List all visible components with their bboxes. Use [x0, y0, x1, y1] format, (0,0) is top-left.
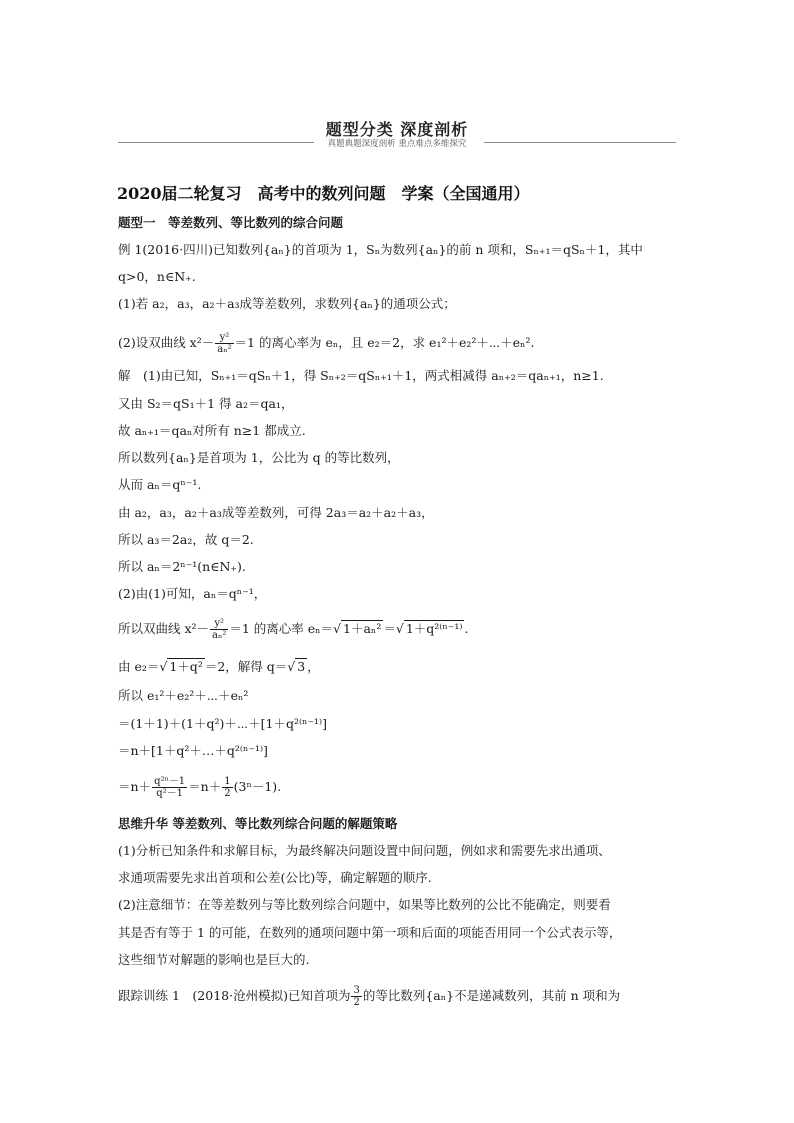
text-segment: ， — [307, 659, 320, 674]
sqrt-sign: √ — [333, 621, 342, 636]
section-heading: 题型一 等差数列、等比数列的综合问题 — [118, 215, 344, 230]
solution-line-5: 从而 aₙ＝qⁿ⁻¹. — [118, 477, 202, 492]
text-segment: ＝2，解得 q＝ — [204, 659, 288, 674]
fraction-half — [222, 776, 232, 799]
insight-heading: 思维升华 等差数列、等比数列综合问题的解题策略 — [118, 816, 398, 831]
example-1-part-2 — [118, 332, 534, 355]
solution-line-15 — [118, 776, 281, 799]
solution-line-6: 由 a₂，a₃，a₂＋a₃成等差数列，可得 2a₃＝a₂＋a₂＋a₃， — [118, 505, 434, 520]
solution-line-4: 所以数列{aₙ}是首项为 1，公比为 q 的等比数列， — [118, 450, 400, 465]
fraction-den: 2 — [224, 788, 231, 799]
exercise-1-line-1 — [118, 985, 620, 1008]
fraction-q2n — [152, 776, 187, 799]
solution-line-9: (2)由(1)可知，aₙ＝qⁿ⁻¹， — [118, 586, 267, 601]
solution-line-2: 又由 S₂＝qS₁＋1 得 a₂＝qa₁， — [118, 396, 294, 411]
sqrt-radicand: 1＋q²⁽ⁿ⁻¹⁾ — [405, 621, 463, 636]
sqrt-sign: √ — [395, 621, 404, 636]
solution-line-13: ＝(1＋1)＋(1＋q²)＋⋯＋[1＋q²⁽ⁿ⁻¹⁾] — [118, 716, 328, 731]
insight-line-3: (2)注意细节：在等差数列与等比数列综合问题中，如果等比数列的公比不能确定，则要看 — [118, 897, 611, 912]
fraction-den: aₙ² — [217, 344, 232, 355]
fraction-num: y² — [215, 332, 233, 344]
fraction-num: q²ⁿ－1 — [154, 776, 186, 787]
sqrt-radicand: 3 — [297, 659, 306, 674]
sqrt-sign: √ — [159, 659, 168, 674]
solution-line-1: 解 (1)由已知，Sₙ₊₁＝qSₙ＋1，得 Sₙ₊₂＝qSₙ₊₁＋1，两式相减得 aₙ₊₂＝qaₙ₊₁，n≥1. — [118, 368, 604, 383]
text-segment: ＝ — [383, 621, 396, 636]
fraction-num: y² — [210, 618, 228, 630]
example-1-line-1: 例 1(2016·四川)已知数列{aₙ}的首项为 1，Sₙ为数列{aₙ}的前 n 项和，Sₙ₊₁＝qSₙ＋1，其中 — [118, 242, 643, 257]
solution-line-11 — [118, 659, 320, 675]
text-segment: ＝n＋ — [118, 779, 152, 794]
fraction-den: q²－1 — [156, 788, 183, 799]
header-subtitle: 真题典题深度剖析 重点难点多维探究 — [327, 139, 467, 149]
solution-line-12: 所以 e₁²＋e₂²＋⋯＋eₙ² — [118, 688, 249, 703]
text-segment: ＝1 的离心率 eₙ＝ — [229, 621, 334, 636]
solution-line-8: 所以 aₙ＝2ⁿ⁻¹(n∈N₊). — [118, 559, 246, 574]
insight-line-4: 其是否有等于 1 的可能，在数列的通项问题中第一项和后面的项能否用同一个公式表示等， — [118, 925, 622, 940]
text-segment: ＝1 的离心率为 eₙ，且 e₂＝2，求 e₁²＋e₂²＋⋯＋eₙ². — [234, 335, 535, 350]
insight-line-2: 求通项需要先求出首项和公差(公比)等，确定解题的顺序. — [118, 870, 432, 885]
sqrt-radicand: 1＋aₙ² — [343, 621, 382, 636]
example-1-part-1: (1)若 a₂，a₃，a₂＋a₃成等差数列，求数列{aₙ}的通项公式； — [118, 296, 456, 311]
fraction-y2-a2 — [215, 332, 233, 355]
fraction-three-half — [351, 985, 361, 1008]
text-segment: . — [464, 621, 469, 636]
fraction-y2-a2 — [210, 618, 228, 641]
insight-line-1: (1)分析已知条件和求解目标，为最终解决问题设置中间问题，例如求和需要先求出通项、 — [118, 843, 611, 858]
text-segment: 由 e₂＝ — [118, 659, 160, 674]
sqrt-radicand: 1＋q² — [169, 659, 203, 674]
page-header-title: 题型分类 深度剖析 — [325, 120, 469, 139]
solution-line-3: 故 aₙ₊₁＝qaₙ对所有 n≥1 都成立. — [118, 423, 306, 438]
text-segment: (3ⁿ－1). — [233, 779, 282, 794]
fraction-num: 1 — [224, 776, 231, 787]
sqrt-sign: √ — [287, 659, 296, 674]
example-1-line-2: q>0，n∈N₊. — [118, 269, 196, 284]
text-segment: 所以双曲线 x²－ — [118, 621, 210, 636]
text-segment: 跟踪训练 1 (2018·沧州模拟)已知首项为 — [118, 988, 351, 1003]
insight-line-5: 这些细节对解题的影响也是巨大的. — [118, 952, 310, 967]
text-segment: 的等比数列{aₙ}不是递减数列，其前 n 项和为 — [362, 988, 621, 1003]
header-rule-right — [484, 142, 676, 143]
fraction-den: aₙ² — [212, 630, 227, 641]
solution-line-14: ＝n＋[1＋q²＋…＋q²⁽ⁿ⁻¹⁾] — [118, 743, 268, 758]
text-segment: (2)设双曲线 x²－ — [118, 335, 215, 350]
document-title: 2020届二轮复习 高考中的数列问题 学案（全国通用） — [117, 184, 530, 203]
solution-line-7: 所以 a₃＝2a₂，故 q＝2. — [118, 532, 254, 547]
fraction-num: 3 — [353, 985, 360, 996]
fraction-den: 2 — [353, 997, 360, 1008]
text-segment: ＝n＋ — [188, 779, 222, 794]
solution-line-10 — [118, 618, 468, 641]
